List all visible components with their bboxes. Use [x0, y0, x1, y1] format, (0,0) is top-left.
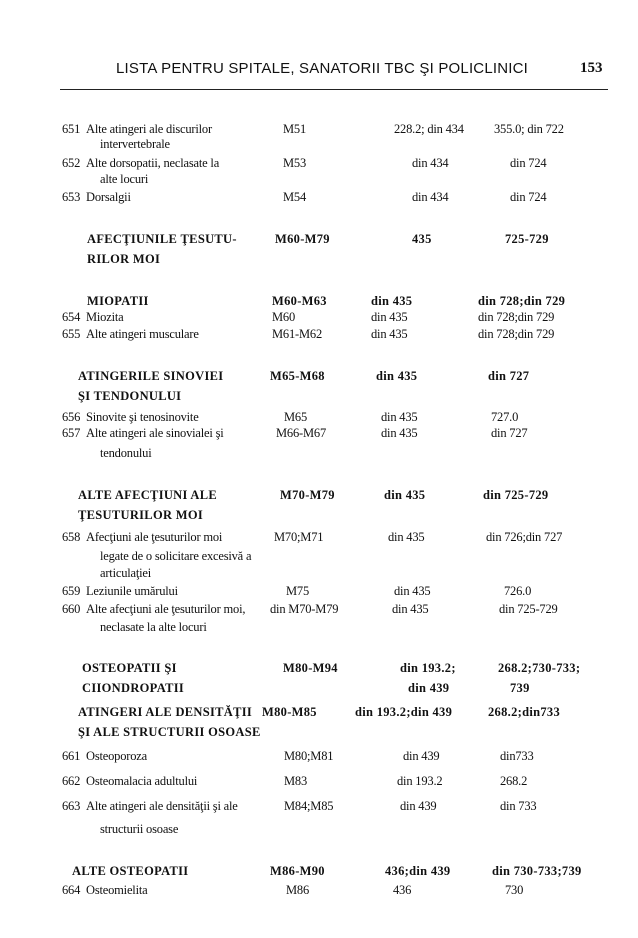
reference-col-1: din 435 [384, 488, 426, 502]
reference-col-1: din 435 [376, 369, 418, 383]
entry-number: 659 [62, 584, 81, 598]
entry-label: Alte atingeri ale densităţii şi ale [86, 799, 238, 813]
entry-label: Osteomalacia adultului [86, 774, 198, 788]
section-heading-row [0, 252, 638, 270]
entry-label: neclasate la alte locuri [100, 620, 207, 634]
section-heading-row [0, 508, 638, 526]
section-heading-row [0, 661, 638, 679]
entry-number: 651 [62, 122, 81, 136]
reference-col-2: din 733 [500, 799, 537, 813]
section-heading-row [0, 488, 638, 506]
icd-code: M65 [284, 410, 308, 424]
icd-code: M66-M67 [276, 426, 326, 440]
running-title: LISTA PENTRU SPITALE, SANATORII TBC ŞI POLICLINICI [116, 60, 529, 77]
reference-col-2: din 728;din 729 [478, 294, 566, 308]
section-heading-row [0, 369, 638, 387]
icd-code: M86-M90 [270, 864, 325, 878]
reference-col-2: din 730-733;739 [492, 864, 582, 878]
reference-col-2: din 724 [510, 190, 547, 204]
reference-col-1: din 435 [392, 602, 429, 616]
entry-number: 660 [62, 602, 81, 616]
entry-label: articulaţiei [100, 566, 152, 580]
reference-col-2: 725-729 [505, 232, 549, 246]
table-row [0, 883, 638, 901]
table-row [0, 749, 638, 767]
entry-label: alte locuri [100, 172, 149, 186]
entry-label: Sinovite şi tenosinovite [86, 410, 199, 424]
reference-col-2: 268.2 [500, 774, 528, 788]
icd-code: din M70-M79 [270, 602, 339, 616]
table-row [0, 327, 638, 345]
entry-number: 661 [62, 749, 81, 763]
section-title: ŞI ALE STRUCTURII OSOASE [78, 725, 261, 739]
reference-col-2: din 726;din 727 [486, 530, 563, 544]
icd-code: M75 [286, 584, 310, 598]
entry-label: Dorsalgii [86, 190, 131, 204]
reference-col-2: din733 [500, 749, 534, 763]
reference-col-1: din 193.2 [397, 774, 443, 788]
section-heading-row [0, 705, 638, 723]
icd-code: M80-M94 [283, 661, 338, 675]
reference-col-2: 730 [505, 883, 524, 897]
icd-code: M54 [283, 190, 307, 204]
reference-col-1: din 435 [388, 530, 425, 544]
reference-col-2: din 724 [510, 156, 547, 170]
reference-col-1: din 435 [371, 294, 413, 308]
table-row [0, 584, 638, 602]
entry-label: Alte atingeri musculare [86, 327, 199, 341]
icd-code: M80;M81 [284, 749, 334, 763]
reference-col-2: 355.0; din 722 [494, 122, 564, 136]
entry-number: 664 [62, 883, 81, 897]
icd-code: M83 [284, 774, 308, 788]
section-title: RILOR MOI [87, 252, 161, 266]
section-heading-row [0, 232, 638, 250]
entry-number: 663 [62, 799, 81, 813]
icd-code: M65-M68 [270, 369, 325, 383]
entry-label: legate de o solicitare excesivă a [100, 549, 252, 563]
section-title: AFECŢIUNILE ŢESUTU- [87, 232, 237, 246]
icd-code: M84;M85 [284, 799, 334, 813]
reference-col-1: din 439 [403, 749, 440, 763]
entry-label: Osteomielita [86, 883, 148, 897]
reference-col-1: din 435 [371, 327, 408, 341]
reference-col-2: din 728;din 729 [478, 310, 555, 324]
reference-col-2: din 727 [491, 426, 528, 440]
icd-code: M80-M85 [262, 705, 317, 719]
icd-code: M53 [283, 156, 307, 170]
reference-col-2: din 725-729 [483, 488, 549, 502]
section-title: ATINGERI ALE DENSITĂŢII [78, 705, 253, 719]
section-title: ATINGERILE SINOVIEI [78, 369, 224, 383]
reference-col-1: din 435 [381, 426, 418, 440]
entry-number: 656 [62, 410, 81, 424]
entry-label: Osteoporoza [86, 749, 147, 763]
reference-col-1: din 193.2; [400, 661, 456, 675]
reference-col-1: din 435 [371, 310, 408, 324]
reference-col-2: 739 [510, 681, 530, 695]
table-row [0, 446, 638, 464]
reference-col-2: 268.2;din733 [488, 705, 561, 719]
reference-col-2: din 725-729 [499, 602, 558, 616]
reference-col-1: din 434 [412, 156, 449, 170]
reference-col-1: din 435 [381, 410, 418, 424]
section-title: CIIONDROPATII [82, 681, 185, 695]
entry-label: Leziunile umărului [86, 584, 178, 598]
icd-code: M70-M79 [280, 488, 335, 502]
entry-label: Alte atingeri ale discurilor [86, 122, 212, 136]
reference-col-2: 727.0 [491, 410, 519, 424]
table-row [0, 774, 638, 792]
icd-code: M60-M79 [275, 232, 330, 246]
reference-col-1: 436 [393, 883, 412, 897]
entry-number: 655 [62, 327, 81, 341]
table-row [0, 566, 638, 584]
reference-col-1: din 434 [412, 190, 449, 204]
entry-number: 652 [62, 156, 81, 170]
reference-col-1: 436;din 439 [385, 864, 451, 878]
table-row [0, 137, 638, 155]
reference-col-2: 268.2;730-733; [498, 661, 581, 675]
entry-number: 658 [62, 530, 81, 544]
reference-col-1: 228.2; din 434 [394, 122, 464, 136]
table-row [0, 190, 638, 208]
table-row [0, 426, 638, 444]
table-row [0, 172, 638, 190]
reference-col-2: din 727 [488, 369, 530, 383]
icd-code: M60 [272, 310, 296, 324]
entry-label: Miozita [86, 310, 124, 324]
icd-code: M86 [286, 883, 310, 897]
entry-label: tendonului [100, 446, 152, 460]
table-row [0, 602, 638, 620]
section-heading-row [0, 681, 638, 699]
reference-col-2: din 728;din 729 [478, 327, 555, 341]
table-row [0, 530, 638, 548]
entry-label: structurii osoase [100, 822, 179, 836]
entry-label: Alte atingeri ale sinovialei şi [86, 426, 224, 440]
section-title: OSTEOPATII ŞI [82, 661, 177, 675]
entry-label: intervertebrale [100, 137, 170, 151]
section-heading-row [0, 864, 638, 882]
icd-code: M60-M63 [272, 294, 327, 308]
reference-col-1: din 439 [408, 681, 450, 695]
page-number: 153 [580, 60, 603, 76]
page-header [0, 60, 638, 84]
reference-col-1: 435 [412, 232, 432, 246]
entry-number: 662 [62, 774, 81, 788]
icd-code: M70;M71 [274, 530, 324, 544]
reference-col-1: din 439 [400, 799, 437, 813]
table-row [0, 549, 638, 567]
section-title: MIOPATII [87, 294, 149, 308]
entry-label: Alte afecţiuni ale ţesuturilor moi, [86, 602, 246, 616]
header-rule [60, 89, 608, 90]
icd-code: M61-M62 [272, 327, 322, 341]
entry-number: 654 [62, 310, 81, 324]
entry-number: 653 [62, 190, 81, 204]
table-row [0, 620, 638, 638]
entry-label: Alte dorsopatii, neclasate la [86, 156, 220, 170]
reference-col-1: din 193.2;din 439 [355, 705, 453, 719]
entry-number: 657 [62, 426, 81, 440]
table-row [0, 310, 638, 328]
section-title: ALTE OSTEOPATII [72, 864, 189, 878]
section-title: ALTE AFECŢIUNI ALE [78, 488, 218, 502]
table-row [0, 822, 638, 840]
entry-label: Afecţiuni ale ţesuturilor moi [86, 530, 223, 544]
section-heading-row [0, 389, 638, 407]
table-row [0, 799, 638, 817]
reference-col-1: din 435 [394, 584, 431, 598]
section-title: ŞI TENDONULUI [78, 389, 182, 403]
reference-col-2: 726.0 [504, 584, 532, 598]
section-heading-row [0, 725, 638, 743]
section-title: ŢESUTURILOR MOI [78, 508, 204, 522]
icd-code: M51 [283, 122, 307, 136]
